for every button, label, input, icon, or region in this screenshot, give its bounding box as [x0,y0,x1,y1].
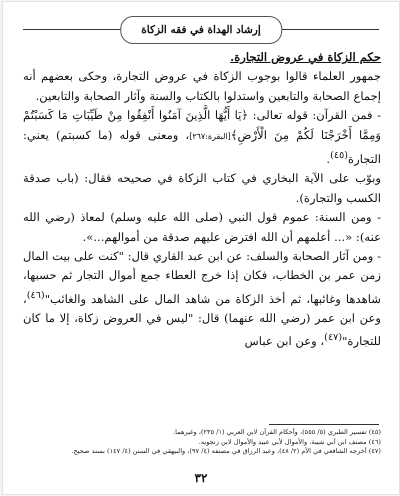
footnote-marker-45: (٤٥) [330,150,349,162]
paragraph-quran-evidence [23,106,381,169]
ibn-abbas-lead: ، وعن ابن عباس [244,334,325,349]
umar-narration: - ومن آثار الصحابة والسلف: عن ابن عبد القاري قال: "كنت على بيت المال زمن عمر بن الخطاب، فكان إذا خرج العطاء جمع أموال التجار ثم حسبها، شاهدها وغائبها، ثم أخذ الزكاة من شاهد المال على الشاهد والغائب" [23,248,381,306]
footnote-marker-46: (٤٦) [26,289,45,301]
paragraph-majority-view: جمهور العلماء قالوا بوجوب الزكاة في عروض التجارة، وحكى بعضهم أنه إجماع الصحابة والتابعين واستدلوا بالكتاب والسنة وآثار الصحابة والتابعين. [23,69,381,103]
footnote-45: (٤٥) تفسير الطبري (٥/ ٥٥٥)، وأحكام القرآن لابن العربي (١/ ٢٣٥)، وغيرهما. [173,428,381,436]
footnotes [23,428,381,457]
footnote-divider [269,424,379,425]
paragraph-bukhari-chapter: وبوّب على الآية البخاري في كتاب الزكاة في صحيحه فقال: (باب صدقة الكسب والتجارة). [23,171,381,205]
footnote-marker-47: (٤٧) [324,332,343,344]
page-number: ٣٢ [194,471,208,485]
document-page [2,1,400,495]
footnote-47: (٤٧) أخرجه الشافعي في الأم (٢/ ٤٨)، وعبد الرزاق في مصنفه (٤/ ٩٧)، والبيهقي في السنن (٤/ ١٤٧) بسند صحيح. [71,447,381,456]
sentence-end: . [326,151,331,166]
paragraph-companions-evidence [23,247,381,352]
body-text [23,48,381,352]
ibn-umar-narration: ، وعن ابن عمر (رضي الله عنهما) قال: "ليس في العروض زكاة، إلا ما كان للتجارة" [23,291,381,349]
section-heading: حكم الزكاة في عروض التجارة. [230,50,381,64]
quran-verse-text: - فمن القرآن: قوله تعالى: ﴿يَا أَيُّهَا الَّذِينَ آمَنُوا أَنْفِقُوا مِنْ طَيِّبَاتِ مَا كَسَبْتُمْ وَمِمَّا أَخْرَجْنَا لَكُمْ مِنَ الْأَرْضِ﴾ [23,108,382,142]
quran-reference: [البقرة:٢٦٧] [189,131,231,141]
paragraph-sunnah-evidence: - ومن السنة: عموم قول النبي (صلى الله عليه وسلم) لمعاذ (رضي الله عنه): «... أعلمهم أن الله افترض عليهم صدقة من أموالهم...». [23,210,381,244]
footnote-46: (٤٦) مصنف ابن أبي شيبة، والأموال لأبي عبيد والأموال لابن زنجويه. [198,437,381,446]
running-header: إرشاد الهداة في فقه الزكاة [120,16,282,44]
quran-explanation: ، ومعنى قوله (ما كسبتم) يعني: التجارة [23,127,381,166]
